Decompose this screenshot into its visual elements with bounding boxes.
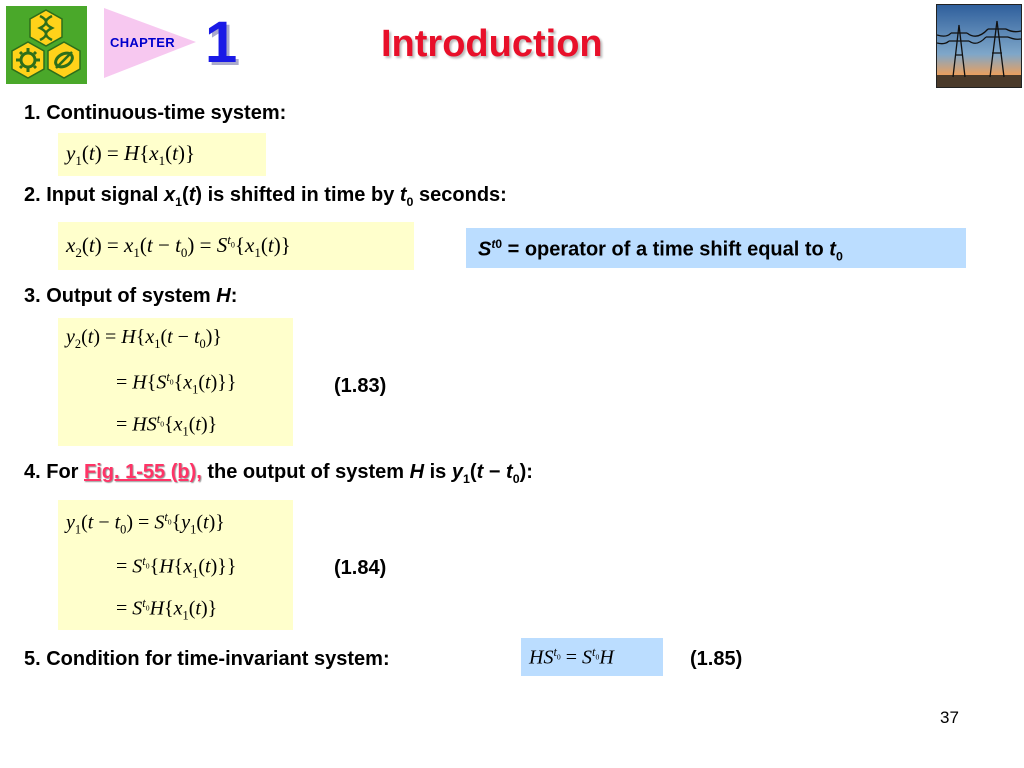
equation-y2-line2: = $H\{S^{t_0}\{x_1(t)\}\}$ bbox=[116, 370, 237, 397]
item-3-text: 3. Output of system bbox=[24, 285, 217, 307]
item-4-t0-sub: 0 bbox=[512, 472, 520, 486]
equation-y2-line3: = $HS^{t_0}\{x_1(t)\}$ bbox=[116, 412, 218, 439]
chapter-number: 1 bbox=[205, 10, 238, 75]
page-number: 37 bbox=[940, 708, 959, 727]
equation-x2-shift: $x_2(t) = x_1(t - t_0) = S^{t_0}\{x_1(t)\}$ bbox=[66, 232, 291, 261]
page-title: Introduction bbox=[381, 23, 603, 65]
item-3-post: : bbox=[230, 285, 238, 307]
item-4-minus: − bbox=[483, 461, 507, 483]
item-4-H: H bbox=[409, 461, 425, 483]
item-2-heading bbox=[24, 184, 507, 209]
equation-time-invariance: $HS^{t_0} = S^{t_0}H$ bbox=[529, 645, 614, 669]
equation-y1-shift-line2: = $S^{t_0}\{H\{x_1(t)\}\}$ bbox=[116, 554, 237, 581]
item-4-mid: the output of system bbox=[201, 461, 410, 483]
item-4-text: 4. For bbox=[24, 461, 85, 483]
equation-y1-shift-line3: = $S^{t_0}H\{x_1(t)\}$ bbox=[116, 596, 218, 623]
item-1-heading: 1. Continuous-time system: bbox=[24, 102, 287, 124]
chapter-label: CHAPTER bbox=[110, 35, 175, 50]
equation-number-1-85: (1.85) bbox=[690, 648, 743, 670]
note-S: S bbox=[478, 238, 492, 261]
item-2-sub: 1 bbox=[175, 195, 183, 209]
note-sup-0: 0 bbox=[495, 237, 503, 251]
equation-y2-line1: $y_2(t) = H\{x_1(t - t_0)\}$ bbox=[66, 326, 222, 351]
item-2-x: x bbox=[164, 184, 176, 206]
equation-y1-shift-line1: $y_1(t - t_0) = S^{t_0}\{y_1(t)\}$ bbox=[66, 510, 225, 537]
power-lines-image bbox=[936, 4, 1022, 88]
item-2-close: ) bbox=[195, 184, 203, 206]
item-3-heading bbox=[24, 285, 237, 308]
item-2-open: ( bbox=[182, 184, 189, 206]
equation-box-4 bbox=[58, 500, 293, 630]
note-t: t bbox=[829, 238, 836, 261]
item-2-t0-sub: 0 bbox=[406, 195, 414, 209]
equation-number-1-83: (1.83) bbox=[334, 375, 387, 397]
equation-box-1 bbox=[58, 133, 266, 176]
item-4-heading bbox=[24, 461, 533, 486]
shift-operator-note-text bbox=[478, 237, 843, 264]
item-3-H: H bbox=[216, 285, 231, 307]
equation-box-5 bbox=[521, 638, 663, 676]
note-text: = operator of a time shift equal to bbox=[502, 238, 830, 261]
item-5-heading: 5. Condition for time-invariant system: bbox=[24, 648, 390, 670]
item-4-y-sub: 1 bbox=[462, 472, 470, 486]
item-4-open: ( bbox=[469, 461, 477, 483]
item-4-is: is bbox=[424, 461, 452, 483]
item-2-post: seconds: bbox=[413, 184, 507, 206]
item-4-post: ): bbox=[519, 461, 533, 483]
item-4-y: y bbox=[451, 461, 463, 483]
equation-y1-H-x1: $y_1(t) = H\{x_1(t)\}$ bbox=[66, 141, 196, 169]
logo-icon bbox=[6, 6, 87, 84]
item-2-t: t bbox=[188, 184, 196, 206]
item-2-t0: t bbox=[399, 184, 407, 206]
shift-operator-note bbox=[466, 228, 966, 268]
note-t-sub: 0 bbox=[835, 249, 843, 264]
note-sup-t: t bbox=[491, 237, 496, 251]
item-2-mid: is shifted in time by bbox=[202, 184, 400, 206]
equation-box-3 bbox=[58, 318, 293, 446]
item-4-t: t bbox=[476, 461, 484, 483]
fig-1-55b-link[interactable]: Fig. 1-55 (b), bbox=[84, 461, 202, 483]
item-2-text: 2. Input signal bbox=[24, 184, 165, 206]
equation-number-1-84: (1.84) bbox=[334, 557, 387, 579]
item-4-t0: t bbox=[506, 461, 513, 483]
equation-box-2 bbox=[58, 222, 414, 270]
